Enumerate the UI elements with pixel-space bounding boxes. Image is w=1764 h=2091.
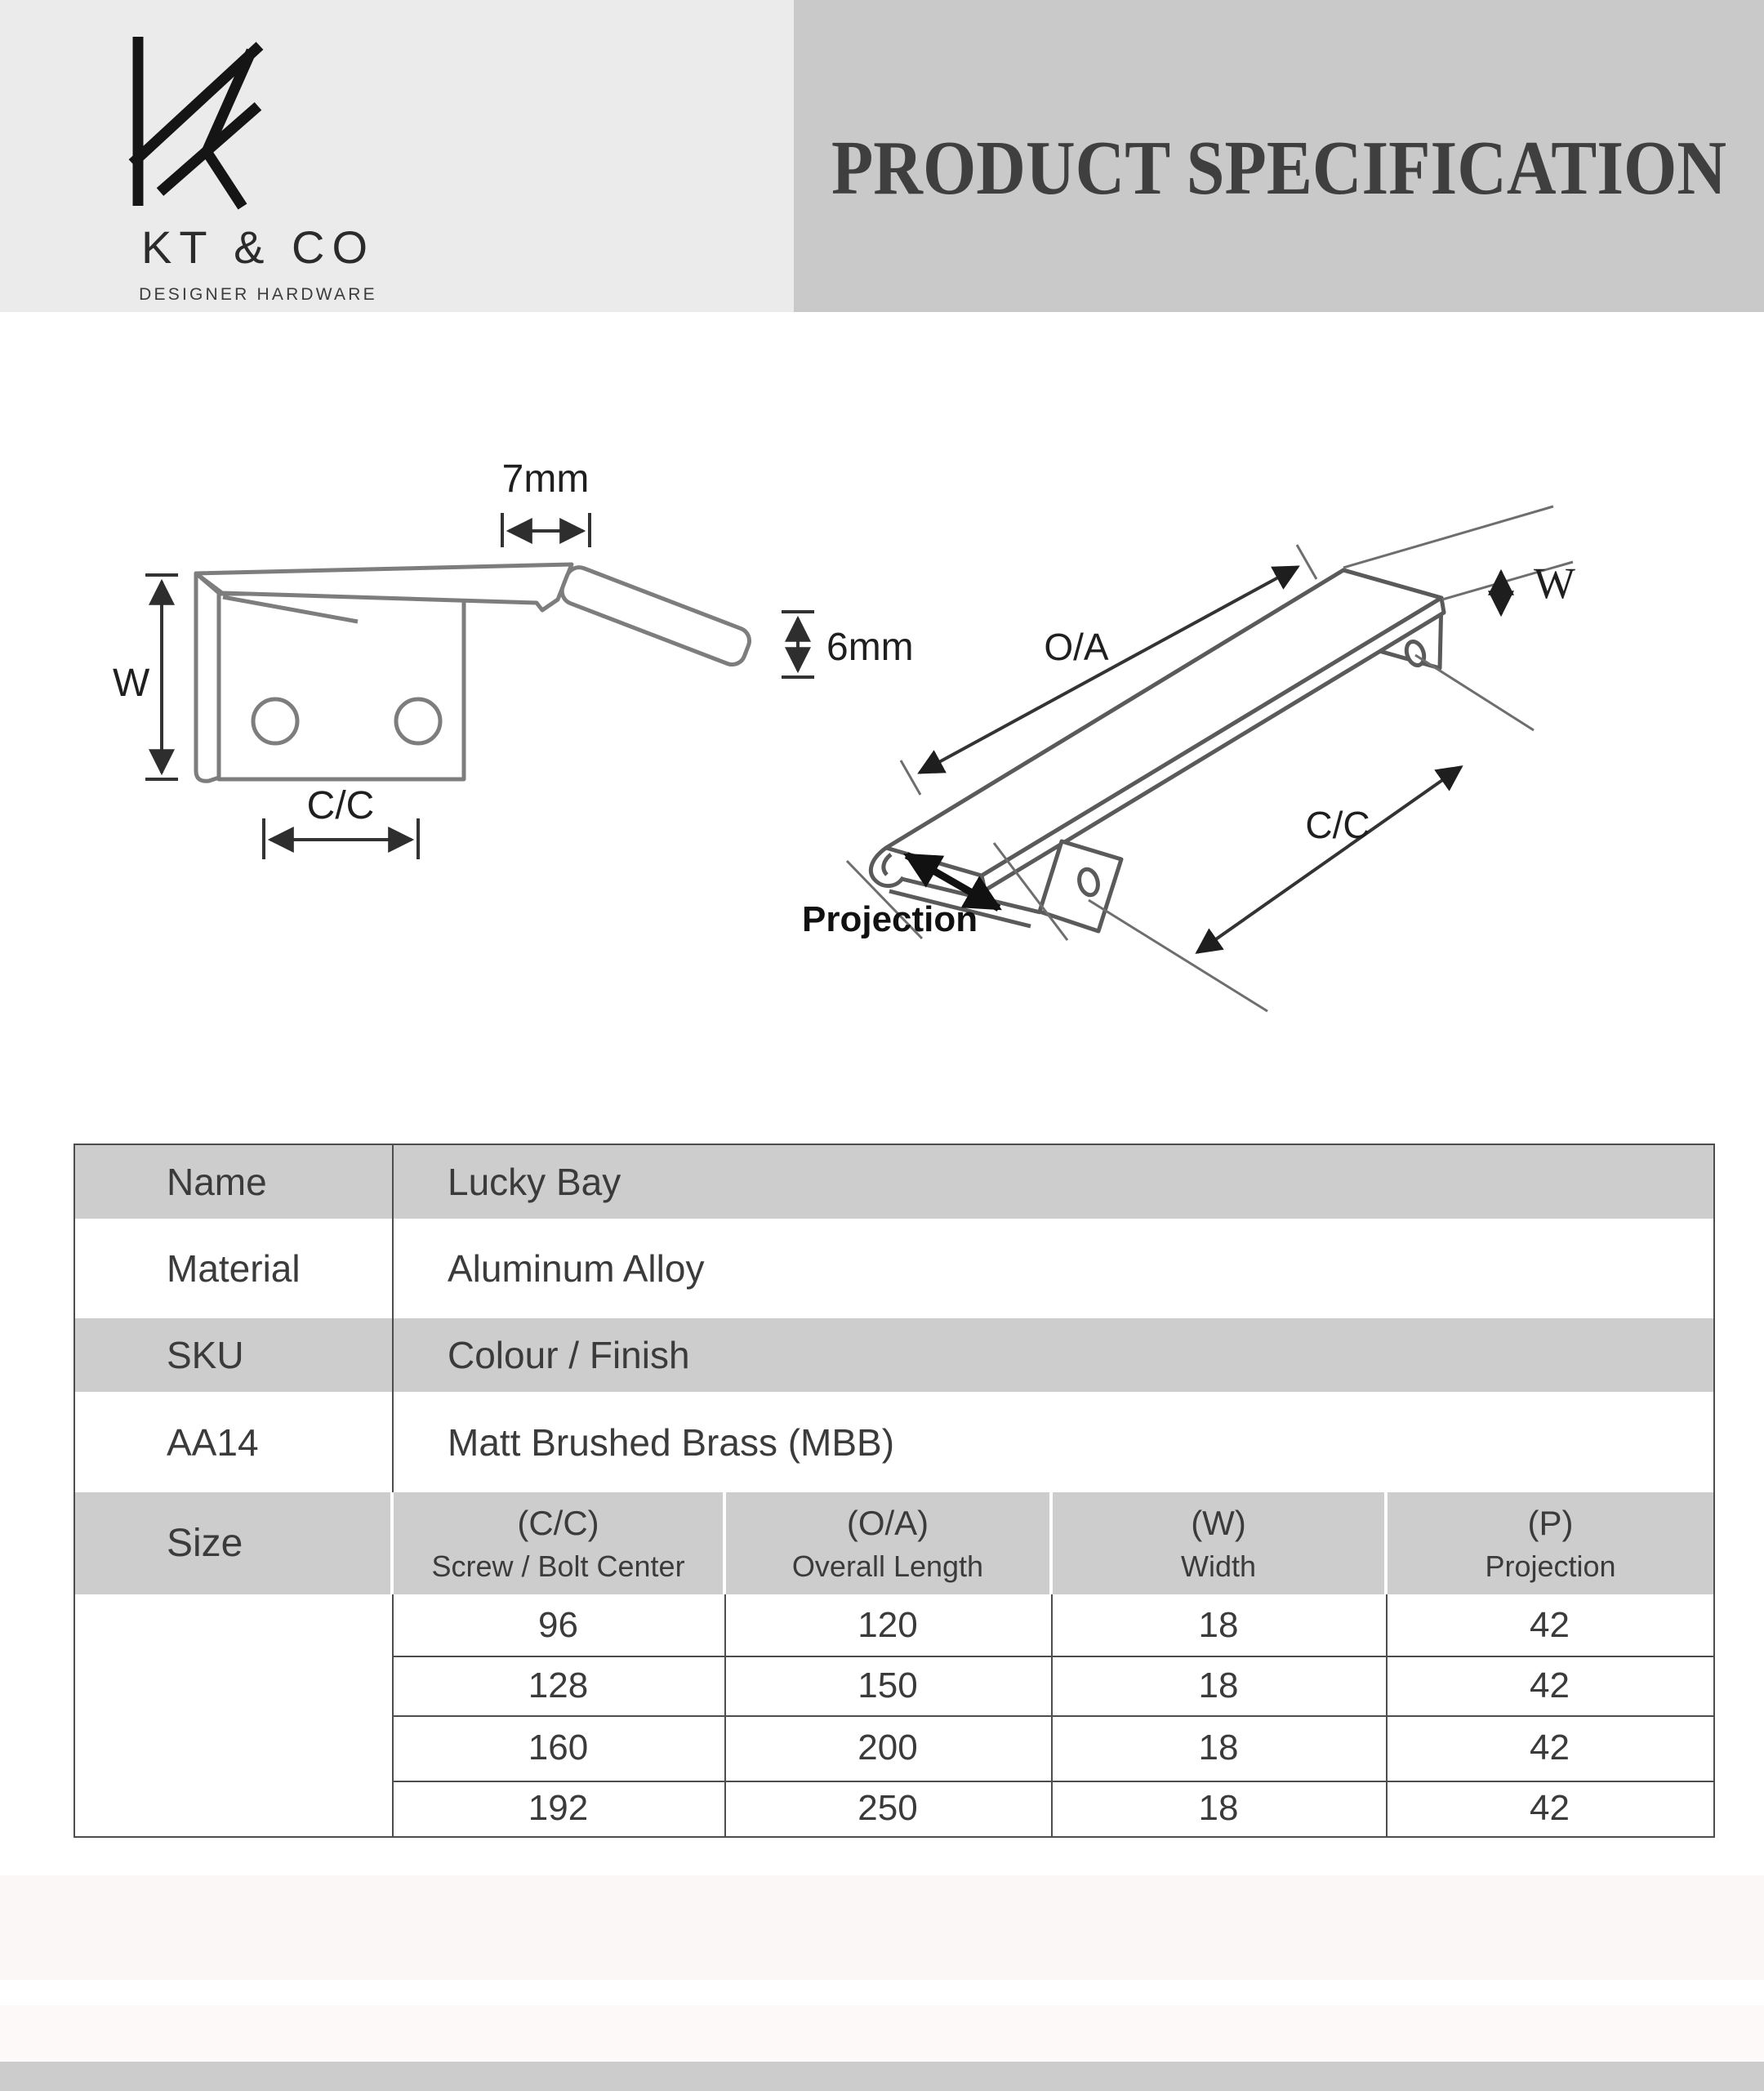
size-header-cell (1388, 1492, 1713, 1594)
size-cell: 160 (528, 1728, 589, 1768)
size-cell: 200 (858, 1728, 918, 1768)
background-band (0, 1875, 1764, 1980)
row-value: Aluminum Alloy (448, 1247, 705, 1290)
near-lip-fold-inner (884, 854, 891, 875)
angled-flap-shape (559, 564, 754, 668)
background-band (0, 2005, 1764, 2061)
column-code: (P) (1527, 1503, 1574, 1542)
projection-dimension-label: Projection (802, 899, 978, 939)
size-header-cell (75, 1492, 390, 1594)
size-header-cell (726, 1492, 1049, 1594)
size-cell: 120 (858, 1604, 918, 1645)
column-desc: Overall Length (791, 1549, 984, 1583)
width-dimension-label: W (1534, 559, 1575, 608)
size-cell: 42 (1530, 1728, 1570, 1768)
row-label: AA14 (167, 1420, 259, 1464)
centers-dimension-arrow (1197, 767, 1461, 952)
size-cell: 128 (528, 1665, 589, 1705)
brand-name: KT & CO (140, 221, 376, 273)
size-header-cell (394, 1492, 723, 1594)
row-label: SKU (167, 1334, 244, 1376)
isometric-drawing (768, 457, 1633, 1013)
column-code: (W) (1191, 1503, 1246, 1542)
page-title: PRODUCT SPECIFICATION (831, 125, 1727, 211)
column-desc: Projection (1485, 1549, 1616, 1583)
row-label: Material (167, 1247, 301, 1290)
size-cell: 18 (1198, 1604, 1239, 1645)
centers-dimension-label: C/C (306, 784, 375, 827)
tip-width-dimension-label: 7mm (501, 457, 590, 501)
spec-table (74, 1144, 1715, 1838)
near-lip-fold (871, 848, 903, 886)
table-row (75, 1318, 1713, 1392)
table-row (75, 1145, 1713, 1219)
column-desc: Width (1180, 1549, 1257, 1583)
size-cell: 192 (528, 1788, 589, 1828)
table-row (75, 1219, 1713, 1318)
size-header-cell (1053, 1492, 1384, 1594)
size-cell: 18 (1198, 1665, 1239, 1705)
row-value: Colour / Finish (448, 1334, 690, 1376)
row-label: Name (167, 1161, 267, 1203)
centers-dimension-label: C/C (1305, 804, 1370, 846)
size-cell: 42 (1530, 1665, 1570, 1705)
width-dimension-label: W (113, 662, 150, 705)
table-row (75, 1392, 1713, 1492)
kt-monogram-icon (132, 37, 260, 207)
size-cell: 96 (538, 1604, 578, 1645)
lip-height-dimension-label: 6mm (826, 626, 914, 669)
dim-ext-line (1415, 655, 1534, 730)
size-label: Size (167, 1522, 243, 1565)
title-banner (794, 0, 1764, 312)
column-desc: Screw / Bolt Center (431, 1549, 685, 1583)
footer-strip (0, 2062, 1764, 2091)
dim-ext-line (1343, 506, 1553, 568)
screw-hole (396, 699, 440, 743)
table-grid-line (392, 1145, 394, 1492)
brand-tagline: DESIGNER HARDWARE (139, 285, 377, 304)
overall-dimension-label: O/A (1044, 626, 1109, 668)
brand-logo (82, 16, 490, 343)
size-cell: 250 (858, 1788, 918, 1828)
dim-ext-line (901, 760, 920, 795)
row-value: Matt Brushed Brass (MBB) (448, 1420, 895, 1464)
size-cell: 42 (1530, 1788, 1570, 1828)
dim-ext-line (1089, 900, 1267, 1011)
dim-ext-line (1297, 545, 1316, 579)
column-code: (C/C) (517, 1503, 599, 1542)
size-cell: 18 (1198, 1788, 1239, 1828)
size-cell: 150 (858, 1665, 918, 1705)
screw-hole (253, 699, 297, 743)
size-cell: 42 (1530, 1604, 1570, 1645)
folded-edge-shape (196, 573, 219, 781)
size-cell: 18 (1198, 1728, 1239, 1768)
column-code: (O/A) (846, 1503, 929, 1542)
back-plate-shape (219, 594, 464, 779)
row-value: Lucky Bay (448, 1161, 621, 1203)
size-header-row (75, 1492, 1713, 1594)
logo-panel (0, 0, 794, 312)
